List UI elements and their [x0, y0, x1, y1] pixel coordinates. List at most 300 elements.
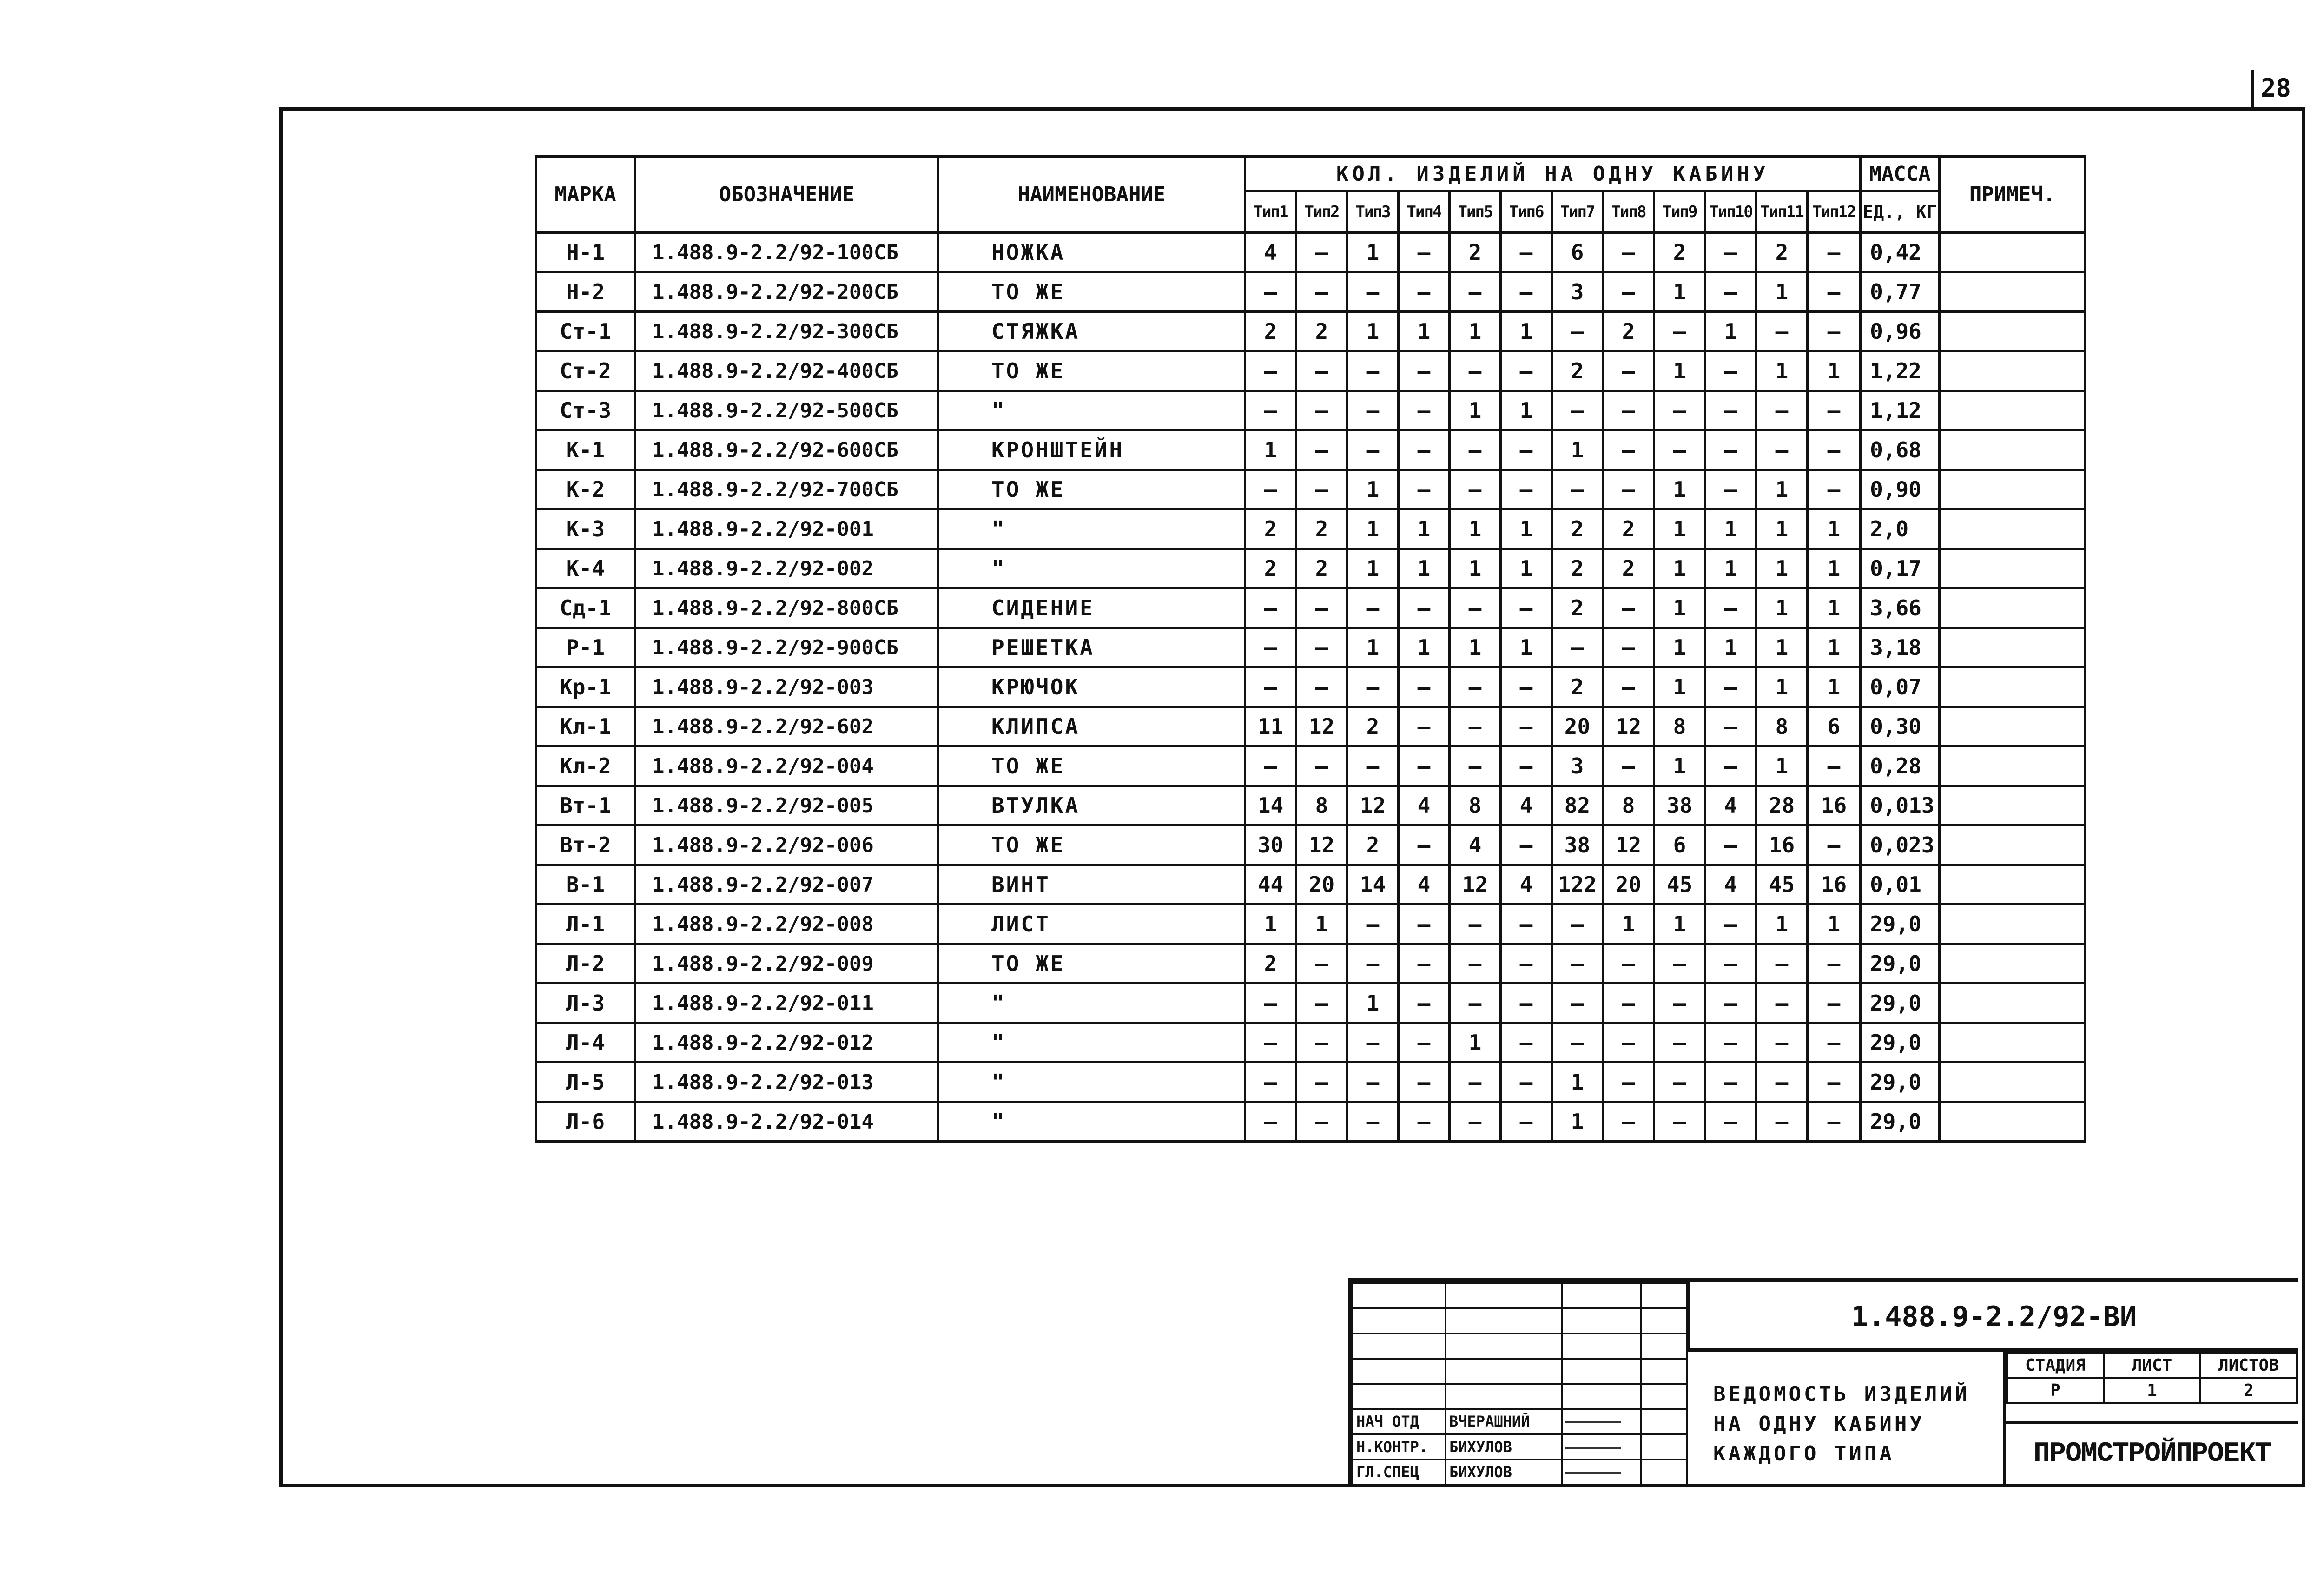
- qty-cell: —: [1808, 1063, 1861, 1102]
- qty-cell: —: [1603, 1023, 1654, 1063]
- qty-cell: —: [1705, 233, 1756, 272]
- qty-cell: —: [1450, 667, 1501, 707]
- title-line: НА ОДНУ КАБИНУ: [1713, 1412, 1925, 1436]
- note-cell: [1940, 351, 2086, 391]
- qty-cell: —: [1296, 1102, 1347, 1142]
- qty-cell: —: [1347, 272, 1399, 312]
- revision-cell: [1446, 1384, 1562, 1409]
- title-block: [1348, 1278, 2298, 1484]
- qty-cell: 1: [1654, 351, 1705, 391]
- qty-cell: 1: [1347, 984, 1399, 1023]
- revision-cell: [1641, 1283, 1687, 1308]
- title-line: КАЖДОГО ТИПА: [1713, 1442, 1895, 1466]
- qty-cell: —: [1603, 470, 1654, 509]
- mass-cell: 1,22: [1861, 351, 1940, 391]
- qty-cell: —: [1552, 391, 1603, 430]
- qty-cell: —: [1245, 1023, 1296, 1063]
- qty-cell: 6: [1654, 826, 1705, 865]
- mark-cell: Л-1: [536, 905, 635, 944]
- qty-cell: 2: [1245, 549, 1296, 588]
- qty-cell: —: [1654, 1063, 1705, 1102]
- qty-cell: —: [1296, 470, 1347, 509]
- mass-cell: 0,90: [1861, 470, 1940, 509]
- mark-cell: Ст-3: [536, 391, 635, 430]
- mark-cell: Л-3: [536, 984, 635, 1023]
- table-row: [536, 233, 2086, 272]
- name-cell: ТО ЖЕ: [938, 272, 1245, 312]
- mass-cell: 0,17: [1861, 549, 1940, 588]
- revision-cell: [1641, 1409, 1687, 1434]
- header-type: Тип11: [1756, 192, 1808, 233]
- qty-cell: 1: [1603, 905, 1654, 944]
- qty-cell: 28: [1756, 786, 1808, 826]
- qty-cell: 1: [1245, 905, 1296, 944]
- qty-cell: —: [1347, 430, 1399, 470]
- qty-cell: —: [1450, 984, 1501, 1023]
- qty-cell: —: [1705, 1102, 1756, 1142]
- designation-cell: 1.488.9-2.2/92-002: [635, 549, 938, 588]
- table-row: [536, 470, 2086, 509]
- qty-cell: —: [1296, 233, 1347, 272]
- sheet-header: ЛИСТ: [2104, 1353, 2200, 1378]
- qty-cell: —: [1603, 746, 1654, 786]
- designation-cell: 1.488.9-2.2/92-013: [635, 1063, 938, 1102]
- table-row: [536, 509, 2086, 549]
- qty-cell: 8: [1756, 707, 1808, 746]
- header-type: Тип4: [1399, 192, 1450, 233]
- header-type: Тип6: [1501, 192, 1552, 233]
- revision-row: [1353, 1359, 1687, 1384]
- qty-cell: 1: [1808, 509, 1861, 549]
- qty-cell: 1: [1347, 470, 1399, 509]
- signature-role: НАЧ ОТД: [1353, 1409, 1446, 1434]
- qty-cell: —: [1603, 272, 1654, 312]
- mass-cell: 3,18: [1861, 628, 1940, 667]
- qty-cell: 1: [1501, 509, 1552, 549]
- sheet-number: 28: [2251, 70, 2324, 107]
- qty-cell: 1: [1654, 628, 1705, 667]
- note-cell: [1940, 549, 2086, 588]
- qty-cell: 45: [1654, 865, 1705, 905]
- revision-cell: [1446, 1334, 1562, 1359]
- qty-cell: —: [1603, 984, 1654, 1023]
- designation-cell: 1.488.9-2.2/92-900СБ: [635, 628, 938, 667]
- mark-cell: К-2: [536, 470, 635, 509]
- mark-cell: Ст-2: [536, 351, 635, 391]
- qty-cell: 1: [1654, 509, 1705, 549]
- table-row: [536, 1063, 2086, 1102]
- qty-cell: —: [1501, 746, 1552, 786]
- qty-cell: —: [1705, 667, 1756, 707]
- qty-cell: —: [1501, 272, 1552, 312]
- qty-cell: 1: [1552, 1102, 1603, 1142]
- qty-cell: —: [1399, 272, 1450, 312]
- qty-cell: —: [1296, 351, 1347, 391]
- qty-cell: —: [1705, 1023, 1756, 1063]
- qty-cell: —: [1603, 1102, 1654, 1142]
- qty-cell: 2: [1245, 944, 1296, 984]
- header-type: Тип3: [1347, 192, 1399, 233]
- qty-cell: —: [1399, 470, 1450, 509]
- revision-row: [1353, 1283, 1687, 1308]
- qty-cell: —: [1399, 1063, 1450, 1102]
- qty-cell: 1: [1296, 905, 1347, 944]
- qty-cell: 3: [1552, 746, 1603, 786]
- qty-cell: —: [1501, 351, 1552, 391]
- table-row: [536, 272, 2086, 312]
- qty-cell: 20: [1296, 865, 1347, 905]
- qty-cell: —: [1296, 272, 1347, 312]
- mark-cell: К-4: [536, 549, 635, 588]
- qty-cell: 16: [1808, 865, 1861, 905]
- qty-cell: —: [1654, 312, 1705, 351]
- note-cell: [1940, 628, 2086, 667]
- mass-cell: 29,0: [1861, 944, 1940, 984]
- qty-cell: 82: [1552, 786, 1603, 826]
- qty-cell: —: [1399, 430, 1450, 470]
- qty-cell: 2: [1654, 233, 1705, 272]
- qty-cell: 1: [1654, 667, 1705, 707]
- mark-cell: Кр-1: [536, 667, 635, 707]
- qty-cell: 2: [1552, 667, 1603, 707]
- table-row: [536, 746, 2086, 786]
- qty-cell: —: [1245, 1102, 1296, 1142]
- qty-cell: —: [1399, 588, 1450, 628]
- qty-cell: 2: [1245, 509, 1296, 549]
- note-cell: [1940, 1102, 2086, 1142]
- qty-cell: 1: [1756, 588, 1808, 628]
- qty-cell: —: [1296, 391, 1347, 430]
- mass-cell: 29,0: [1861, 1023, 1940, 1063]
- header-name: НАИМЕНОВАНИЕ: [938, 157, 1245, 233]
- qty-cell: —: [1245, 984, 1296, 1023]
- document-title: [1690, 1352, 2006, 1484]
- qty-cell: —: [1603, 233, 1654, 272]
- qty-cell: —: [1450, 1102, 1501, 1142]
- qty-cell: —: [1296, 430, 1347, 470]
- qty-cell: 14: [1245, 786, 1296, 826]
- name-cell: ": [938, 1063, 1245, 1102]
- qty-cell: —: [1296, 944, 1347, 984]
- qty-cell: 1: [1654, 272, 1705, 312]
- name-cell: ТО ЖЕ: [938, 944, 1245, 984]
- qty-cell: 8: [1603, 786, 1654, 826]
- qty-cell: 1: [1654, 746, 1705, 786]
- designation-cell: 1.488.9-2.2/92-602: [635, 707, 938, 746]
- designation-cell: 1.488.9-2.2/92-014: [635, 1102, 938, 1142]
- qty-cell: —: [1705, 351, 1756, 391]
- title-line: ВЕДОМОСТЬ ИЗДЕЛИЙ: [1713, 1382, 1970, 1406]
- name-cell: СИДЕНИЕ: [938, 588, 1245, 628]
- note-cell: [1940, 667, 2086, 707]
- header-type: Тип5: [1450, 192, 1501, 233]
- mass-cell: 29,0: [1861, 905, 1940, 944]
- qty-cell: —: [1552, 905, 1603, 944]
- qty-cell: —: [1450, 1063, 1501, 1102]
- table-row: [536, 707, 2086, 746]
- qty-cell: —: [1552, 1023, 1603, 1063]
- signature-mark: [1562, 1434, 1641, 1460]
- qty-cell: —: [1450, 707, 1501, 746]
- qty-cell: —: [1552, 470, 1603, 509]
- revision-grid: [1352, 1282, 1688, 1486]
- table-row: [536, 391, 2086, 430]
- stage-table: [2006, 1352, 2298, 1404]
- qty-cell: 2: [1603, 509, 1654, 549]
- designation-cell: 1.488.9-2.2/92-011: [635, 984, 938, 1023]
- note-cell: [1940, 746, 2086, 786]
- qty-cell: —: [1705, 826, 1756, 865]
- note-cell: [1940, 233, 2086, 272]
- table-row: [536, 312, 2086, 351]
- qty-cell: 4: [1501, 786, 1552, 826]
- note-cell: [1940, 944, 2086, 984]
- designation-cell: 1.488.9-2.2/92-400СБ: [635, 351, 938, 391]
- table-row: [536, 1102, 2086, 1142]
- qty-cell: 38: [1552, 826, 1603, 865]
- qty-cell: —: [1450, 272, 1501, 312]
- mass-cell: 3,66: [1861, 588, 1940, 628]
- table-row: [536, 1023, 2086, 1063]
- qty-cell: 16: [1808, 786, 1861, 826]
- qty-cell: —: [1501, 667, 1552, 707]
- qty-cell: —: [1296, 667, 1347, 707]
- qty-cell: 4: [1501, 865, 1552, 905]
- qty-cell: —: [1756, 391, 1808, 430]
- qty-cell: —: [1603, 628, 1654, 667]
- qty-cell: —: [1399, 746, 1450, 786]
- qty-cell: 2: [1347, 707, 1399, 746]
- qty-cell: 1: [1756, 667, 1808, 707]
- signature-scribble: [1565, 1472, 1621, 1474]
- qty-cell: —: [1245, 746, 1296, 786]
- note-cell: [1940, 984, 2086, 1023]
- qty-cell: —: [1501, 233, 1552, 272]
- qty-cell: 2: [1552, 351, 1603, 391]
- qty-cell: —: [1347, 1102, 1399, 1142]
- name-cell: ": [938, 549, 1245, 588]
- qty-cell: 16: [1756, 826, 1808, 865]
- qty-cell: —: [1347, 905, 1399, 944]
- name-cell: КРОНШТЕЙН: [938, 430, 1245, 470]
- mark-cell: Кл-1: [536, 707, 635, 746]
- designation-cell: 1.488.9-2.2/92-005: [635, 786, 938, 826]
- qty-cell: —: [1808, 984, 1861, 1023]
- revision-cell: [1641, 1308, 1687, 1333]
- qty-cell: 12: [1296, 826, 1347, 865]
- qty-cell: —: [1296, 588, 1347, 628]
- qty-cell: —: [1347, 1063, 1399, 1102]
- signature-role: Н.КОНТР.: [1353, 1434, 1446, 1460]
- qty-cell: —: [1347, 667, 1399, 707]
- qty-cell: 4: [1705, 786, 1756, 826]
- sheets-value: 2: [2200, 1378, 2297, 1403]
- qty-cell: —: [1552, 944, 1603, 984]
- qty-cell: 1: [1552, 430, 1603, 470]
- revision-cell: [1562, 1359, 1641, 1384]
- mark-cell: Л-6: [536, 1102, 635, 1142]
- header-mass-top: МАССА: [1861, 157, 1940, 192]
- qty-cell: —: [1501, 588, 1552, 628]
- qty-cell: 20: [1603, 865, 1654, 905]
- qty-cell: —: [1808, 233, 1861, 272]
- revision-cell: [1353, 1308, 1446, 1333]
- mark-cell: Л-2: [536, 944, 635, 984]
- qty-cell: 1: [1450, 628, 1501, 667]
- qty-cell: 4: [1450, 826, 1501, 865]
- qty-cell: —: [1501, 1063, 1552, 1102]
- note-cell: [1940, 312, 2086, 351]
- qty-cell: —: [1603, 351, 1654, 391]
- qty-cell: 4: [1245, 233, 1296, 272]
- qty-cell: 1: [1808, 667, 1861, 707]
- qty-cell: 1: [1705, 549, 1756, 588]
- qty-cell: —: [1296, 1023, 1347, 1063]
- name-cell: КРЮЧОК: [938, 667, 1245, 707]
- designation-cell: 1.488.9-2.2/92-700СБ: [635, 470, 938, 509]
- qty-cell: —: [1756, 1023, 1808, 1063]
- qty-cell: 1: [1450, 391, 1501, 430]
- qty-cell: —: [1808, 826, 1861, 865]
- qty-cell: —: [1808, 391, 1861, 430]
- qty-cell: —: [1347, 588, 1399, 628]
- revision-cell: [1562, 1283, 1641, 1308]
- qty-cell: 6: [1808, 707, 1861, 746]
- qty-cell: 1: [1399, 509, 1450, 549]
- sheet-value: 1: [2104, 1378, 2200, 1403]
- name-cell: НОЖКА: [938, 233, 1245, 272]
- header-note: ПРИМЕЧ.: [1940, 157, 2086, 233]
- qty-cell: 1: [1756, 905, 1808, 944]
- qty-cell: 1: [1756, 272, 1808, 312]
- designation-cell: 1.488.9-2.2/92-001: [635, 509, 938, 549]
- qty-cell: 2: [1245, 312, 1296, 351]
- mass-cell: 0,42: [1861, 233, 1940, 272]
- qty-cell: 1: [1756, 628, 1808, 667]
- qty-cell: —: [1705, 470, 1756, 509]
- name-cell: ": [938, 1023, 1245, 1063]
- table-row: [536, 826, 2086, 865]
- mass-cell: 29,0: [1861, 1063, 1940, 1102]
- qty-cell: —: [1603, 944, 1654, 984]
- qty-cell: 8: [1450, 786, 1501, 826]
- qty-cell: 1: [1654, 549, 1705, 588]
- note-cell: [1940, 905, 2086, 944]
- qty-cell: 1: [1450, 549, 1501, 588]
- qty-cell: —: [1347, 944, 1399, 984]
- qty-cell: —: [1296, 1063, 1347, 1102]
- signature-name: БИХУЛОВ: [1446, 1460, 1562, 1485]
- note-cell: [1940, 588, 2086, 628]
- qty-cell: 1: [1705, 312, 1756, 351]
- mark-cell: Л-5: [536, 1063, 635, 1102]
- qty-cell: —: [1756, 1063, 1808, 1102]
- mass-cell: 0,013: [1861, 786, 1940, 826]
- qty-cell: —: [1603, 667, 1654, 707]
- mass-cell: 29,0: [1861, 1102, 1940, 1142]
- qty-cell: —: [1756, 1102, 1808, 1142]
- document-code: 1.488.9-2.2/92-ВИ: [1686, 1282, 2298, 1352]
- note-cell: [1940, 865, 2086, 905]
- qty-cell: —: [1705, 430, 1756, 470]
- qty-cell: —: [1808, 272, 1861, 312]
- qty-cell: 2: [1347, 826, 1399, 865]
- qty-cell: 1: [1347, 233, 1399, 272]
- qty-cell: 8: [1296, 786, 1347, 826]
- designation-cell: 1.488.9-2.2/92-009: [635, 944, 938, 984]
- name-cell: ": [938, 1102, 1245, 1142]
- qty-cell: —: [1399, 1102, 1450, 1142]
- revision-cell: [1353, 1334, 1446, 1359]
- qty-cell: —: [1399, 233, 1450, 272]
- qty-cell: —: [1245, 667, 1296, 707]
- mark-cell: Н-1: [536, 233, 635, 272]
- qty-cell: —: [1654, 944, 1705, 984]
- qty-cell: —: [1399, 351, 1450, 391]
- designation-cell: 1.488.9-2.2/92-004: [635, 746, 938, 786]
- parts-table: [535, 155, 2086, 1143]
- organization: ПРОМСТРОЙПРОЕКТ: [2006, 1421, 2298, 1484]
- qty-cell: —: [1347, 391, 1399, 430]
- qty-cell: —: [1501, 1023, 1552, 1063]
- signature-name: БИХУЛОВ: [1446, 1434, 1562, 1460]
- qty-cell: —: [1245, 588, 1296, 628]
- revision-cell: [1446, 1308, 1562, 1333]
- mass-cell: 0,07: [1861, 667, 1940, 707]
- signature-mark: [1562, 1409, 1641, 1434]
- header-designation: ОБОЗНАЧЕНИЕ: [635, 157, 938, 233]
- note-cell: [1940, 826, 2086, 865]
- revision-cell: [1353, 1384, 1446, 1409]
- qty-cell: 12: [1603, 707, 1654, 746]
- note-cell: [1940, 1063, 2086, 1102]
- header-mark: МАРКА: [536, 157, 635, 233]
- revision-cell: [1641, 1460, 1687, 1485]
- signature-scribble: [1565, 1447, 1621, 1449]
- name-cell: КЛИПСА: [938, 707, 1245, 746]
- table-row: [536, 628, 2086, 667]
- qty-cell: —: [1654, 1023, 1705, 1063]
- mark-cell: К-3: [536, 509, 635, 549]
- designation-cell: 1.488.9-2.2/92-300СБ: [635, 312, 938, 351]
- mark-cell: Н-2: [536, 272, 635, 312]
- qty-cell: 1: [1245, 430, 1296, 470]
- mass-cell: 0,68: [1861, 430, 1940, 470]
- qty-cell: —: [1501, 905, 1552, 944]
- qty-cell: 1: [1399, 549, 1450, 588]
- qty-cell: —: [1399, 391, 1450, 430]
- header-type: Тип2: [1296, 192, 1347, 233]
- stage-header: СТАДИЯ: [2007, 1353, 2104, 1378]
- qty-cell: 2: [1552, 549, 1603, 588]
- qty-cell: —: [1245, 272, 1296, 312]
- qty-cell: —: [1552, 628, 1603, 667]
- name-cell: ТО ЖЕ: [938, 826, 1245, 865]
- qty-cell: —: [1603, 588, 1654, 628]
- header-mass-bottom: ЕД., КГ: [1861, 192, 1940, 233]
- mass-cell: 0,77: [1861, 272, 1940, 312]
- qty-cell: 1: [1501, 312, 1552, 351]
- qty-cell: 1: [1399, 312, 1450, 351]
- qty-cell: —: [1603, 1063, 1654, 1102]
- mark-cell: Р-1: [536, 628, 635, 667]
- qty-cell: 2: [1296, 509, 1347, 549]
- qty-cell: 1: [1450, 312, 1501, 351]
- name-cell: ": [938, 391, 1245, 430]
- qty-cell: —: [1399, 905, 1450, 944]
- revision-cell: [1446, 1359, 1562, 1384]
- qty-cell: 2: [1603, 549, 1654, 588]
